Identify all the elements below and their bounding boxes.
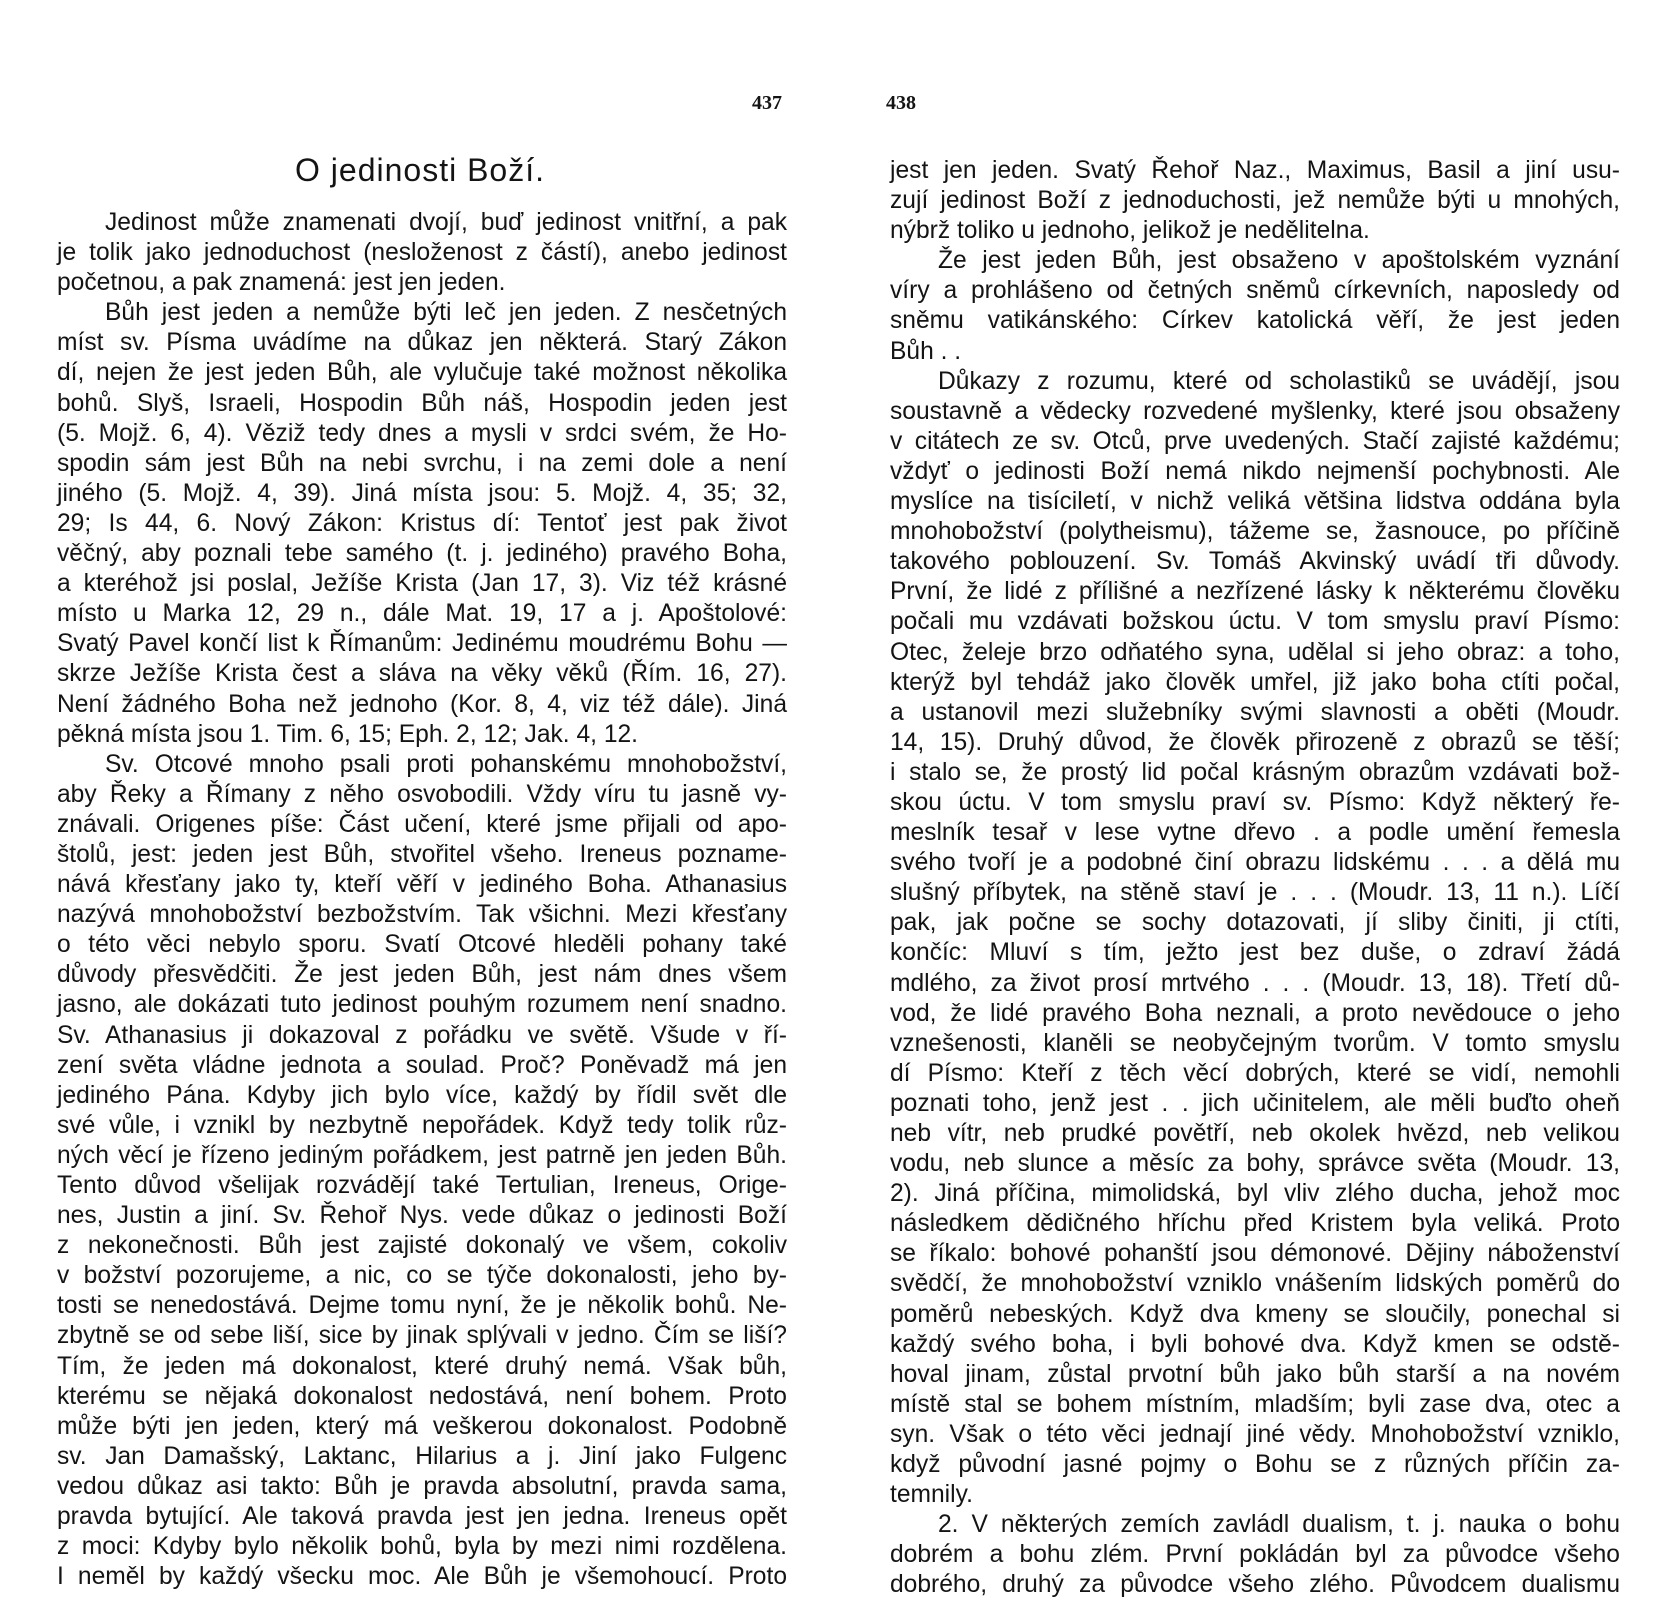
text-line: skou úctu. V tom smyslu praví sv. Písmo: Když některý ře-: [890, 788, 1620, 816]
text-line: je tolik jako jednoduchost (nesloženost z částí), anebo jedinost: [57, 239, 787, 267]
text-line: jest jen jeden. Svatý Řehoř Naz., Maximus, Basil a jiní usu-: [890, 157, 1620, 184]
text-line: 2. V některých zemích zavládl dualism, t. j. nauka o bohu: [938, 1511, 1620, 1539]
text-line: nazývá mnohobožství bezbožstvím. Tak všichni. Mezi křesťany: [57, 901, 787, 929]
text-line: bohů. Slyš, Israeli, Hospodin Bůh náš, Hospodin jeden jest: [57, 389, 787, 417]
text-line: myslíce na tisíciletí, v nichž veliká většina lidstva oddána byla: [890, 488, 1620, 516]
text-line: Tento důvod všelijak rozvádějí také Tertulian, Ireneus, Orige-: [57, 1172, 787, 1199]
right-page: [836, 0, 1672, 1599]
text-line: Bůh . .: [890, 337, 962, 365]
text-line: v božství pozorujeme, a nic, co se týče dokonalosti, jeho by-: [57, 1262, 787, 1290]
text-line: vedou důkaz asi takto: Bůh je pravda absolutní, pravda sama,: [57, 1472, 787, 1500]
text-line: 29; Is 44, 6. Nový Zákon: Kristus dí: Tentoť jest pak život: [57, 509, 787, 537]
text-line: v citátech ze sv. Otců, prve uvedených. Stačí zajisté každému;: [890, 427, 1620, 455]
text-line: a ustanovil mezi služebníky svými slavnosti a oběti (Moudr.: [890, 698, 1620, 726]
text-line: neb vítr, neb prudké povětří, neb okolek hvězd, neb velikou: [890, 1120, 1620, 1147]
text-line: Bůh jest jeden a nemůže býti leč jen jeden. Z nesčetných: [105, 299, 787, 327]
text-line: poznati toho, jenž jest . . jich učinitelem, ale měli buďto oheň: [890, 1089, 1620, 1117]
text-line: Svatý Pavel končí list k Římanům: Jedinému moudrému Bohu —: [57, 630, 787, 658]
text-line: hoval jinam, zůstal prvotní bůh jako bůh starší a na novém: [890, 1360, 1620, 1388]
text-line: i stalo se, že prostý lid počal krásným obrazům vzdávati bož-: [890, 758, 1620, 786]
text-line: místo u Marka 12, 29 n., dále Mat. 19, 17 a j. Apoštolové:: [57, 600, 787, 628]
text-line: nává křesťany jako ty, kteří věří v jediného Boha. Athanasius: [57, 871, 787, 899]
text-line: z moci: Kdyby bylo několik bohů, byla by mezi nimi rozdělena.: [57, 1533, 787, 1561]
text-line: První, že lidé z přílišné a nezřízené lásky k některému člověku: [890, 578, 1620, 606]
text-line: víry a prohlášeno od četných sněmů církevních, naposledy od: [890, 277, 1620, 305]
text-line: nýbrž toliko u jednoho, jelikož je nedělitelna.: [890, 217, 1370, 245]
text-line: vždyť o jedinosti Boží nemá nikdo nejmenší pochybnosti. Ale: [890, 457, 1620, 485]
text-line: 14, 15). Druhý důvod, že člověk přirozeně z obrazů se těší;: [890, 728, 1620, 756]
text-line: vod, že lidé pravého Boha neznali, a proto nevědouce o jeho: [890, 999, 1620, 1027]
text-line: následkem dědičného hříchu před Kristem byla veliká. Proto: [890, 1210, 1620, 1238]
left-text-column: [57, 208, 787, 1592]
text-line: kterému se nějaká dokonalost nedostává, není bohem. Proto: [57, 1382, 787, 1410]
text-line: jiného (5. Mojž. 4, 39). Jiná místa jsou: 5. Mojž. 4, 35; 32,: [57, 479, 787, 507]
text-line: (5. Mojž. 6, 4). Věziž tedy dnes a mysli v srdci svém, že Ho-: [57, 419, 787, 447]
page-number: 437: [752, 92, 782, 114]
text-line: Jedinost může znamenati dvojí, buď jedinost vnitřní, a pak: [105, 209, 787, 236]
text-line: každý svého boha, i byli bohové dva. Když kmen se odstě-: [890, 1330, 1620, 1358]
section-heading: O jedinosti Boží.: [295, 152, 545, 188]
text-line: slušný příbytek, na stěně staví je . . . (Moudr. 13, 11 n.). Líčí: [890, 879, 1620, 907]
text-line: pěkná místa jsou 1. Tim. 6, 15; Eph. 2, 12; Jak. 4, 12.: [57, 720, 639, 748]
page-number: 438: [886, 92, 916, 114]
text-line: dobrého, druhý za původce všeho zlého. Původcem dualismu: [890, 1571, 1620, 1599]
text-line: Otec, želeje brzo odňatého syna, udělal si jeho obraz: a toho,: [890, 638, 1620, 666]
text-line: aby Řeky a Římany z něho osvobodili. Vždy víru tu jasně vy-: [57, 780, 787, 808]
text-line: mnohobožství (polytheismu), tážeme se, žasnouce, po příčině: [890, 518, 1620, 546]
text-line: Že jest jeden Bůh, jest obsaženo v apoštolském vyznání: [938, 247, 1620, 275]
text-line: temnily.: [890, 1481, 973, 1509]
text-line: může býti jen jeden, který má veškerou dokonalost. Podobně: [57, 1412, 787, 1440]
text-line: jediného Pána. Kdyby jich bylo více, každý by řídil svět dle: [57, 1081, 787, 1109]
text-line: 2). Jiná příčina, mimolidská, byl vliv zlého ducha, jehož moc: [890, 1180, 1620, 1208]
text-line: znávali. Origenes píše: Část učení, které jsme přijali od apo-: [57, 810, 787, 838]
text-line: kterýž byl tehdáž jako člověk umřel, již jako boha ctíti počal,: [890, 668, 1620, 696]
text-line: početnou, a pak znamená: jest jen jeden.: [57, 269, 506, 297]
text-line: mdlého, za život prosí mrtvého . . . (Moudr. 13, 18). Třetí dů-: [890, 969, 1620, 997]
text-line: tosti se nenedostává. Dejme tomu nyní, že je několik bohů. Ne-: [57, 1292, 787, 1320]
text-line: vznešenosti, klaněli se neobyčejným tvorům. V tomto smyslu: [890, 1029, 1620, 1057]
left-page: [0, 0, 836, 1591]
right-text-column: [890, 156, 1620, 1601]
text-line: I neměl by každý všecku moc. Ale Bůh je všemohoucí. Proto: [57, 1563, 787, 1591]
text-line: dí Písmo: Kteří z těch věcí dobrých, které se vidí, nemohli: [890, 1059, 1620, 1087]
text-line: skrze Ježíše Krista čest a sláva na věky věků (Řím. 16, 27).: [57, 660, 787, 688]
text-line: Tím, že jeden má dokonalost, které druhý nemá. Však bůh,: [57, 1352, 787, 1380]
text-line: počali mu vzdávati božskou úctu. V tom smyslu praví Písmo:: [890, 608, 1620, 636]
text-line: meslník tesař v lese vytne dřevo . a podle umění řemesla: [890, 819, 1620, 847]
text-line: ných věcí je řízeno jediným pořádkem, jest patrně jen jeden Bůh.: [57, 1141, 787, 1169]
text-line: jasno, ale dokázati tuto jedinost pouhým rozumem není snadno.: [57, 991, 787, 1019]
text-line: štolů, jest: jeden jest Bůh, stvořitel všeho. Ireneus poznamе-: [57, 840, 787, 868]
text-line: pravda bytující. Ale taková pravda jest jen jedna. Ireneus opět: [57, 1503, 787, 1531]
text-line: Sv. Otcové mnoho psali proti pohanskému mnohobožství,: [105, 750, 787, 778]
text-line: sněmu vatikánského: Církev katolická věří, že jest jeden: [890, 307, 1620, 335]
text-line: zení světa vládne jednota a soulad. Proč? Poněvadž má jen: [57, 1051, 787, 1079]
text-line: Sv. Athanasius ji dokazoval z pořádku ve světě. Všude v ří-: [57, 1021, 787, 1049]
text-line: se říkalo: bohové pohanští jsou démonové. Dějiny náboženství: [890, 1240, 1620, 1268]
text-line: místě stal se bohem místním, mladším; byli zase dva, otec a: [890, 1390, 1620, 1418]
text-line: svědčí, že mnohobožství vzniklo vnášením lidských poměrů do: [890, 1270, 1620, 1298]
text-line: sv. Jan Damašský, Laktanc, Hilarius a j. Jiní jako Fulgenc: [57, 1442, 787, 1470]
text-line: míst sv. Písma uvádíme na důkaz jen některá. Starý Zákon: [57, 329, 787, 357]
text-line: své vůle, i vznikl by nezbytně nepořádek. Když tedy tolik růz-: [57, 1111, 787, 1139]
text-line: nes, Justin a jiní. Sv. Řehoř Nys. vede důkaz o jedinosti Boží: [57, 1202, 787, 1230]
text-line: pak, jak počne se sochy dotazovati, jí sliby činiti, ji ctíti,: [890, 909, 1620, 937]
text-line: vodu, neb slunce a měsíc za bohy, správce světa (Moudr. 13,: [890, 1150, 1620, 1178]
text-line: z nekonečnosti. Bůh jest zajisté dokonalý ve všem, cokoliv: [57, 1232, 787, 1260]
text-line: o této věci nebylo sporu. Svatí Otcové hleděli pohany také: [57, 931, 787, 959]
text-line: Důkazy z rozumu, které od scholastiků se uvádějí, jsou: [938, 367, 1620, 395]
text-line: dobrém a bohu zlém. První pokládán byl za původce všeho: [890, 1541, 1620, 1569]
text-line: Není žádného Boha než jednoho (Kor. 8, 4, viz též dále). Jiná: [57, 690, 787, 718]
text-line: svého tvoří je a podobné činí obrazu lidskému . . . a dělá mu: [890, 849, 1620, 877]
text-line: zují jedinost Boží z jednoduchosti, jež nemůže býti u mnohých,: [890, 187, 1620, 215]
text-line: soustavně a vědecky rozvedené myšlenky, které jsou obsaženy: [890, 397, 1620, 425]
text-line: když původní jasné pojmy o Bohu se z různých příčin za-: [890, 1451, 1620, 1479]
text-line: poměrů nebeských. Když dva kmeny se sloučily, ponechal si: [890, 1300, 1620, 1328]
text-line: spodin sám jest Bůh na nebi svrchu, i na zemi dole a není: [57, 449, 787, 477]
text-line: takového poblouzení. Sv. Tomáš Akvinský uvádí tři důvody.: [890, 548, 1620, 576]
text-line: syn. Však o této věci jednají jiné vědy. Mnohobožství vzniklo,: [890, 1420, 1620, 1448]
text-line: věčný, aby poznali tebe samého (t. j. jediného) pravého Boha,: [57, 540, 787, 568]
text-line: končíc: Mluví s tím, ježto jest bez duše, o zdraví žádá: [890, 939, 1620, 967]
text-line: a kteréhož jsi poslal, Ježíše Krista (Jan 17, 3). Viz též krásné: [57, 570, 787, 598]
text-line: důvody přesvědčiti. Že jest jeden Bůh, jest nám dnes všem: [57, 961, 787, 989]
text-line: dí, nejen že jest jeden Bůh, ale vylučuje také možnost několika: [57, 359, 787, 387]
text-line: zbytně se od sebe liší, sice by jinak splývali v jedno. Čím se liší?: [57, 1322, 787, 1350]
